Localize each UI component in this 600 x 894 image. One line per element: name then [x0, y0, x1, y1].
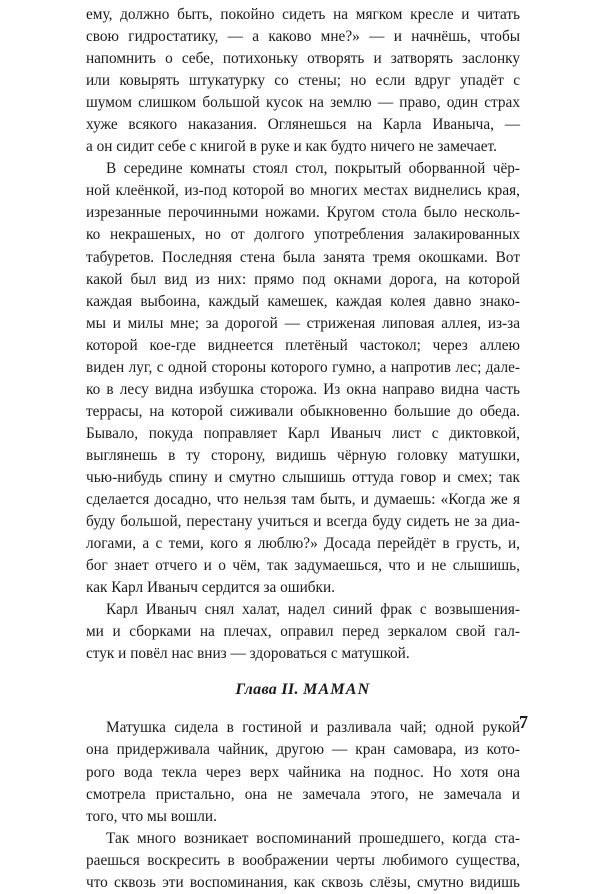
text-line: бог знает отчего и о чём, так задумаешься, что и не слышишь, [86, 557, 520, 575]
text-line: хуже всякого наказания. Оглянешься на Карла Иваныча, — [86, 116, 520, 134]
text-line: ной клеёнкой, из-под которой во многих местах виднелись края, [86, 182, 520, 200]
text-line: виден луг, с одной стороны которого гумно, а напротив лес; дале- [86, 358, 520, 376]
text-line: шумом слишком большой кусок на землю — право, один страх [86, 94, 520, 112]
text-line: которой кое-где виднеется плетёный частокол; через аллею [86, 336, 520, 354]
text-line: раешься воскресить в воображении черты любимого существа, [86, 851, 520, 869]
text-line: изрезанные перочинными ножами. Кругом стола было несколь- [86, 204, 520, 222]
text-line: Карл Иваныч снял халат, надел синий фрак с возвышения- [106, 601, 520, 619]
text-line: рого вода текла через верх чайника на поднос. Но хотя она [86, 763, 520, 781]
text-line: Так много возникает воспоминаний прошедшего, когда ста- [106, 829, 520, 847]
text-line: В середине комнаты стоял стол, покрытый оборванной чёр- [106, 160, 520, 178]
text-line: логами, а с теми, кого я люблю?» Досада перейдёт в грусть, и, [86, 535, 520, 553]
text-line: сделается досадно, что нельзя там быть, и думаешь: «Когда же я [86, 491, 520, 509]
text-line: как Карл Иваныч сердится за ошибки. [86, 579, 335, 597]
text-line: буду большой, перестану учиться и всегда буду сидеть не за диа- [86, 513, 520, 531]
text-line: выглянешь в ту сторону, видишь чёрную головку матушки, [86, 446, 520, 464]
text-line: смотрела пристально, она не замечала этого, не замечала и [86, 785, 520, 803]
paragraph-2 [86, 158, 520, 599]
text-line: а он сидит себе с книгой в руке и как будто ничего не замечает. [86, 138, 497, 156]
paragraph-5 [86, 828, 520, 894]
chapter-title: MAMAN [303, 681, 371, 699]
chapter-heading [86, 679, 520, 701]
text-line: Бывало, покуда поправляет Карл Иваныч лист с диктовкой, [86, 424, 520, 442]
text-line: ко в лесу видна избушка сторожа. Из окна направо видна часть [86, 380, 520, 398]
chapter-number: Глава II. [235, 681, 299, 699]
paragraph-1 [86, 4, 520, 158]
paragraph-3 [86, 599, 520, 665]
text-line: ко некрашеных, но от долгого употребления залакированных [86, 226, 520, 244]
paragraph-4 [86, 717, 520, 827]
text-line: ему, должно быть, покойно сидеть на мягком кресле и читать [86, 6, 520, 23]
text-line: стук и повёл нас вниз — здороваться с матушкой. [86, 645, 410, 663]
text-line: того, что мы вошли. [86, 807, 217, 825]
text-line: или ковырять штукатурку со стены; но если вдруг упадёт с [86, 72, 520, 90]
text-line: напомнить о себе, потихоньку отворять и затворять заслонку [86, 50, 520, 68]
text-line: что сквозь эти воспоминания, как сквозь слёзы, смутно видишь [86, 873, 520, 891]
text-line: каждая выбоина, каждый камешек, каждая колея давно знако- [86, 292, 520, 310]
text-line: террасы, на которой сиживали обыкновенно большие до обеда. [86, 402, 520, 420]
text-line: какой был вид из них: прямо под окнами дорога, на которой [86, 270, 520, 288]
text-line: она придерживала чайник, другою — кран самовара, из кото- [86, 741, 520, 759]
text-line: табуретов. Последняя стена была занята тремя окошками. Вот [86, 248, 520, 266]
text-line: свою гидростатику, — а каково мне?» — и начнёшь, чтобы [86, 28, 520, 46]
page-number: 7 [519, 712, 528, 732]
text-line: мы и милы мне; за дорогой — стриженая липовая аллея, из-за [86, 314, 520, 332]
book-page [86, 4, 520, 894]
text-line: Матушка сидела в гостиной и разливала чай; одной рукой [106, 719, 520, 737]
text-line: ми и сборками на плечах, оправил перед зеркалом свой гал- [86, 623, 520, 641]
text-line: чью-нибудь спину и смутно слышишь оттуда говор и смех; так [86, 468, 520, 486]
